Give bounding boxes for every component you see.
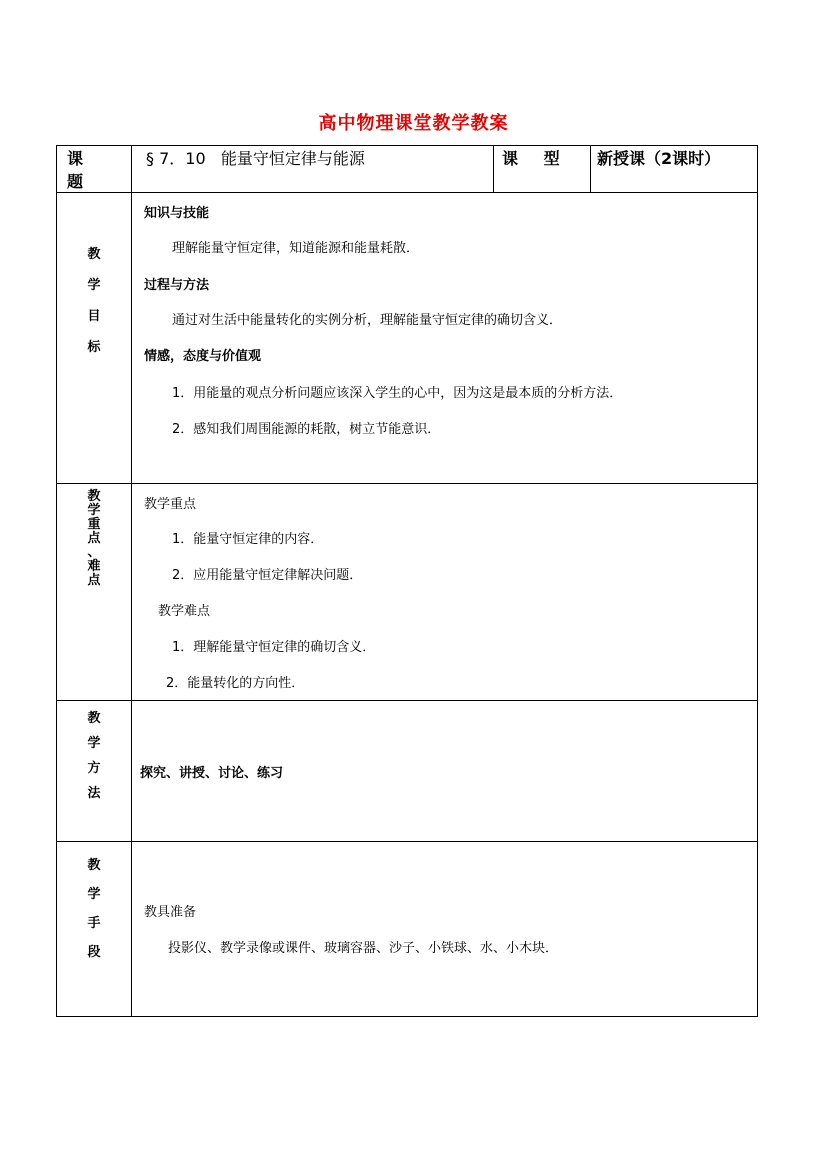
- side-char: 难: [87, 559, 101, 574]
- side-char: 、: [87, 545, 101, 560]
- focus-item: 1．能量守恒定律的内容．: [172, 532, 324, 547]
- methods-row: [57, 701, 758, 842]
- difficulty-item: 2．能量转化的方向性．: [166, 676, 305, 691]
- lesson-plan-table: [56, 145, 758, 1017]
- emotion-heading: 情感，态度与价值观: [144, 349, 262, 364]
- process-text: 通过对生活中能量转化的实例分析，理解能量守恒定律的确切含义．: [172, 313, 563, 328]
- means-content: [132, 842, 758, 1017]
- header-row: [57, 146, 758, 193]
- process-heading: 过程与方法: [144, 278, 210, 293]
- side-char: 段: [87, 945, 101, 960]
- methods-content: [132, 701, 758, 842]
- objectives-side-label: [57, 193, 132, 484]
- side-char: 手: [87, 916, 101, 931]
- type-value: 新授课（2课时）: [591, 146, 758, 193]
- side-char: 标: [87, 340, 101, 355]
- side-char: 点: [87, 573, 101, 588]
- side-char: 重: [87, 517, 101, 532]
- difficulty-item: 1．理解能量守恒定律的确切含义．: [172, 640, 376, 655]
- objectives-row: [57, 193, 758, 484]
- methods-text: 探究、讲授、讨论、练习: [140, 766, 284, 781]
- side-char: 教: [87, 489, 101, 504]
- methods-side-label: [57, 701, 132, 842]
- means-row: [57, 842, 758, 1017]
- key-points-row: [57, 484, 758, 701]
- means-side-label: [57, 842, 132, 1017]
- side-char: 法: [87, 786, 101, 801]
- side-char: 学: [87, 503, 101, 518]
- knowledge-text: 理解能量守恒定律，知道能源和能量耗散．: [172, 241, 420, 256]
- topic-value: § 7．10 能量守恒定律与能源: [132, 146, 494, 193]
- type-label: 课 型: [494, 146, 591, 193]
- topic-label: 课 题: [57, 146, 132, 193]
- focus-heading: 教学重点: [144, 497, 197, 512]
- means-text: 投影仪、教学录像或课件、玻璃容器、沙子、小铁球、水、小木块．: [168, 941, 559, 956]
- key-points-content: [132, 484, 758, 701]
- emotion-item: 1．用能量的观点分析问题应该深入学生的心中，因为这是最本质的分析方法．: [172, 386, 623, 401]
- emotion-item: 2．感知我们周围能源的耗散，树立节能意识．: [172, 422, 441, 437]
- knowledge-heading: 知识与技能: [144, 206, 210, 221]
- side-char: 教: [87, 858, 101, 873]
- objectives-content: [132, 193, 758, 484]
- side-char: 教: [87, 711, 101, 726]
- side-char: 教: [87, 247, 101, 262]
- side-char: 目: [87, 309, 101, 324]
- side-char: 学: [87, 887, 101, 902]
- side-char: 点: [87, 531, 101, 546]
- key-points-side-label: [57, 484, 132, 701]
- side-char: 学: [87, 278, 101, 293]
- page-title: 高中物理课堂教学教案: [318, 113, 509, 134]
- focus-item: 2．应用能量守恒定律解决问题．: [172, 568, 363, 583]
- means-heading: 教具准备: [144, 905, 197, 920]
- side-char: 方: [87, 761, 101, 776]
- difficulty-heading: 教学难点: [158, 604, 211, 619]
- side-char: 学: [87, 736, 101, 751]
